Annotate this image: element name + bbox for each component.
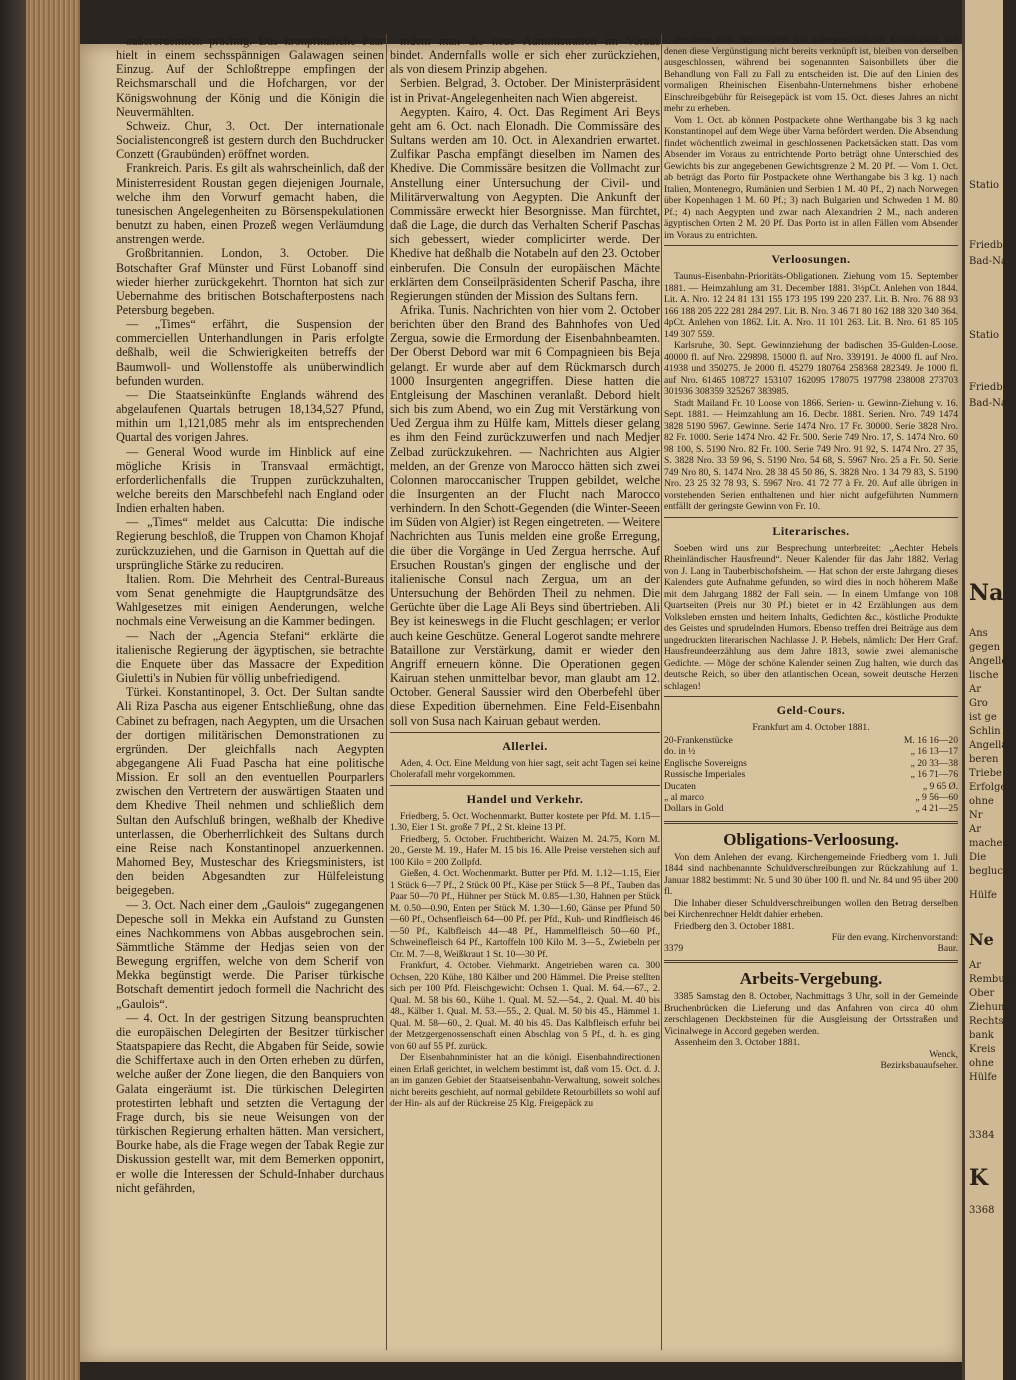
adjacent-page-fragment: Rechts: [969, 1016, 1004, 1027]
market-report: Frankfurt, 4. October. Viehmarkt. Angetrieben waren ca. 300 Ochsen, 220 Kühe, 180 Kälber und 200 Hämmel. Die Preise stellten sich per 100 Pfd. Fleischgewicht: Ochsen 1. Qual. M. 64.—67., 2. Qual. M. 58 bis 60., Kühe 1. Qual. M. 52.—54., 2. Qual. M. 40 bis 48., Kälber 1. Qual. M. 53.—55., 2. Qual. M. 50 bis 45., Hämmel 1. Qual. M. 58—60., 2. Qual. M. 40 bis 45. Das Kalbfleisch erfuhr bei der Metzgergenossenschaft einen Abschlag von 5 Pf., d. h. es ging von 60 auf 55 Pf. zurück.: [390, 960, 660, 1052]
lottery-notice: Stadt Mailand Fr. 10 Loose von 1866. Serien- u. Gewinn-Ziehung v. 16. Sept. 1881. — Heimzahlung am 16. Decbr. 1881. Serien. Nro. 749 1474 3828 5190 5967. Gewinne. Serie 1474 Nro. 17 Fr. 30000. Serie 3828 Nro. 82 Fr. 1000. Serie 1474 Nro. 42 Fr. 500. Serie 749 Nro. 17, S. 1474 Nro. 60 98 100, S. 5190 Nro. 82 Fr. 100. Serie 749 Nro. 91 92, S. 1474 Nro. 27 35, S. 3828 Nro. 33 59 96, S. 5190 Nro. 54 68, S. 5967 Nro. 25 a Fr. 50. Serie 749 Nro 80, S. 1474 Nro. 28 38 45 50 86, S. 3828 Nro. 1 34 79 83, S. 5190 Nro. 23 25 32 78 93, S. 5967 Nro. 41 72 77 à Fr. 20. Auf alle übrigen in vorstehenden Serien enthaltenen und hier nicht aufgeführten Nummern entfällt der geringste Gewinn von Fr. 10.: [664, 397, 958, 512]
section-heading-verloosungen: Verloosungen.: [771, 252, 851, 266]
section-heading-literarisches: Literarisches.: [772, 523, 850, 538]
article-paragraph: — „Times“ meldet aus Calcutta: Die indische Regierung beschloß, die Truppen von Chamon Khojaf zurückzuziehen, und die Garnison in Quettah auf die ursprüngliche Stärke zu reduciren.: [116, 515, 384, 572]
article-paragraph: — 3. Oct. Nach einer dem „Gaulois“ zugegangenen Depesche soll in Mekka ein Aufstand zu Gunsten eines Nachkommens von Abbas ausgebrochen sein. Sämmtliche Stämme der Hedjas seien von der Bewegung ergriffen, welche von dem Scherif von Mekka begünstigt werde. Die Pariser türkische Botschaft dementirt jedoch formell die Nachricht des „Gaulois“.: [116, 897, 384, 1011]
article-paragraph: Türkei. Konstantinopel, 3. Oct. Der Sultan sandte Ali Riza Pascha aus eigener Entschließung, ohne das Cabinet zu befragen, nach Aegypten, um die Ursachen der dortigen militärischen Demonstrationen zu ergründen. Der gleichfalls nach Aegypten abgegangene Ali Fuad Pascha hat eine politische Mission. Er soll an den eventuellen Pourparlers zwischen den Vertretern der auswärtigen Staaten und dem Khedive Theil nehmen und schließlich dem Sultan den Aufschluß bringen, weßhalb der Khedive unterlassen, die Oberherrlichkeit des Sultans durch eine Reise nach Konstantinopel anzuerkennen. Mahomed Bey, Musteschar des Kriegsministers, ist den beiden Abgesandten zur Hülfeleistung beigegeben.: [116, 685, 384, 898]
adjacent-page-fragment: Erfolge: [969, 782, 1007, 793]
market-report: Der Eisenbahnminister hat an die königl. Eisenbahndirectionen einen Erlaß gerichtet, in welchem bestimmt ist, daß vom 15. Oct. d. J. an im ganzen Gebiet der Staatseisenbahn-Verwaltung, soweit solches nicht bereits geschieht, auf normal gebildete Retourbillets so wohl auf der Hin- als auf der Rückreise 25 Klg. Freigepäck zu: [390, 1052, 660, 1110]
section-heading-geld-cours: Geld-Cours.: [776, 703, 846, 717]
adjacent-page-fragment: Angelle: [969, 656, 1008, 667]
article-paragraph: — Die Staatseinkünfte Englands während des abgelaufenen Quartals betrugen 18,134,527 Pfund, mithin um 1,121,085 mehr als im entsprechenden Quartal des vorigen Jahres.: [116, 387, 384, 445]
adjacent-page-fragment: 3384: [969, 1130, 995, 1141]
column-3: [664, 34, 958, 1071]
currency-name: Englische Sovereigns: [664, 757, 747, 769]
lottery-notice: Karlsruhe, 30. Sept. Gewinnziehung der badischen 35-Gulden-Loose. 40000 fl. auf Nro. 229898. 15000 fl. auf Nro. 339191. Je 4000 fl. auf Nro. 41938 und 350275. Je 2000 fl. 45279 180764 258368 282349. Je 1000 fl. auf Nro. 61465 108727 153107 162095 178075 197798 238008 273703 301936 308359 325267 383985.: [664, 340, 958, 397]
exchange-date: Frankfurt am 4. October 1881.: [752, 722, 870, 733]
adjacent-page-fragment: Bad-Na: [969, 398, 1007, 409]
article-paragraph: Serbien. Belgrad, 3. October. Der Ministerpräsident ist in Privat-Angelegenheiten nach Wien abgereist.: [390, 76, 660, 105]
adjacent-page-fragment: machen: [969, 838, 1009, 849]
adjacent-page-fragment: Die: [969, 852, 987, 863]
adjacent-page-fragment: Nr: [969, 810, 983, 821]
adjacent-page-fragment: Friedber: [969, 240, 1014, 251]
table-row: [664, 803, 958, 814]
article-paragraph: Großbritannien. London, 3. October. Die Botschafter Graf Münster und Fürst Lobanoff sind wieder hierher zurückgekehrt. Thornton hat sich zur Uebernahme des britischen Botschafterpostens nach Petersburg begeben.: [116, 246, 384, 317]
currency-name: do. in ½: [664, 746, 696, 758]
adjacent-page-fragment: K: [969, 1165, 989, 1191]
book-binding: [0, 0, 26, 1380]
ad-divider: [664, 960, 958, 963]
section-heading-handel: Handel und Verkehr.: [466, 791, 584, 806]
adjacent-page-fragment: Statio: [969, 330, 1000, 341]
adjacent-page-fragment: Ziehung: [969, 1002, 1011, 1013]
article-paragraph: gewähren sind. Retourbillets mit außergewöhnlicher Ermäßigung, mit denen diese Vergünstigung nicht bereits verknüpft ist, bleiben von derselben ausgeschlossen, während bei sogenannten Saisonbillets über die Behandlung von Fall zu Fall zu entscheiden ist. Die auf den Linien des vormaligen Rheinischen Eisenbahn-Unternehmens bisher erhobene Einschreibgebühr für Reisegepäck ist vom 15. Oct. dieses Jahres an nicht mehr zu erheben.: [664, 34, 958, 114]
adjacent-page-fragment: ohne: [969, 796, 994, 807]
currency-value: M. 16 16—20: [903, 735, 958, 746]
column-1: [116, 34, 384, 1195]
exchange-rate-table: [664, 735, 958, 815]
adjacent-page-fragment: bank: [969, 1030, 994, 1041]
article-paragraph: Frankreich. Paris. Es gilt als wahrscheinlich, daß der Ministerresident Roustan gegen diejenigen Journale, welche ihm den Vorwurf gemacht haben, die tunesischen Angelegenheiten zu Börsenspekulationen benutzt zu haben, einen Prozeß wegen Verläumdung anstrengen werde.: [116, 161, 384, 247]
currency-name: Ducaten: [664, 780, 696, 792]
adjacent-page-fragment: 3368: [969, 1205, 995, 1216]
article-paragraph: außerordentlich prächtig. Das kronprinzliche Paar hielt in einem sechsspännigen Galawagen seinen Einzug. Auf der Schloßtreppe empfingen der Reichsmarschall und die Hofchargen, vor der Königswohnung der König und die Königin die Neuvermählten.: [116, 34, 384, 119]
adjacent-page-fragment: Gro: [969, 698, 988, 709]
article-paragraph: — „Times“ erfährt, die Suspension der commerciellen Unterhandlungen in Paris erfolgte deßhalb, weil die Schwierigkeiten betreffs der Baumwoll- und Wollenstoffe als unüberwindlich befunden wurden.: [116, 317, 384, 388]
adjacent-page-strip: [962, 0, 1016, 1380]
ad-divider: [664, 821, 958, 824]
table-row: [664, 781, 958, 792]
adjacent-page-fragment: Hülfe: [969, 1072, 997, 1083]
column-2: [390, 34, 660, 1110]
section-divider: [664, 696, 958, 697]
adjacent-page-fragment: Ar: [969, 960, 982, 971]
article-paragraph: — General Wood wurde im Hinblick auf eine mögliche Krisis in Transvaal ermächtigt, erforderlichenfalls die Truppen zurückzuhalten, welche bereits den Marschbefehl nach England oder Indien erhalten haben.: [116, 444, 384, 516]
column-rule: [386, 34, 387, 1350]
currency-value: „ 9 56—60: [915, 792, 958, 804]
adjacent-page-fragment: Ar: [969, 824, 982, 835]
article-paragraph: Italien. Rom. Die Mehrheit des Central-Bureaus vom Senat genehmigte die Hauptgrundsätze des Wahlgesetzes mit einigen Aenderungen, welche nochmals eine Verweisung an die Kammer bedingen.: [116, 571, 384, 629]
table-row: [664, 792, 958, 803]
column-rule: [661, 34, 662, 1350]
ad-signature: Bezirksbauaufseher.: [880, 1059, 958, 1071]
adjacent-page-fragment: Angella: [969, 740, 1008, 751]
ad-heading-arbeits-vergebung: Arbeits-Vergebung.: [739, 969, 883, 989]
adjacent-page-fragment: Triebe: [969, 768, 1002, 779]
section-divider: [664, 245, 958, 246]
ad-date: Assenheim den 3. October 1881.: [674, 1037, 800, 1049]
section-divider: [664, 517, 958, 518]
table-row: [664, 735, 958, 746]
adjacent-page-fragment: lische: [969, 670, 999, 681]
section-divider: [390, 785, 660, 786]
adjacent-page-fragment: Ar: [969, 684, 982, 695]
adjacent-page-fragment: begluck: [969, 866, 1010, 877]
ad-number: 3379: [664, 943, 684, 955]
section-heading-allerlei: Allerlei.: [502, 738, 548, 753]
article-paragraph: Aegypten. Kairo, 4. Oct. Das Regiment Ari Beys geht am 6. Oct. nach Elonadh. Die Commissäre des Sultans werden am 10. Oct. in Alexandrien erwartet. Zulfikar Pascha empfängt dieselben im Namen des Khedive. Die Commissäre besitzen die Vollmacht zur Anstellung einer Untersuchung der Civil- und Militärverwaltung von Aegypten. Die Ankunft der Commissäre erweckt hier Besorgnisse. Man fürchtet, daß die Lage, die durch das Verhalten Scherif Paschas sich gebessert, wieder complicirter werde. Der Khedive hat deßhalb die Notabeln auf den 23. October einberufen. Die Consuln der europäischen Mächte erklärten dem Conseilpräsidenten Scherif Pascha, ihre Regierungen stünden der Mission des Sultans fern.: [390, 104, 660, 303]
ad-signature: Wenck,: [929, 1048, 958, 1060]
ad-heading-obligations: Obligations-Verloosung.: [723, 829, 899, 849]
adjacent-page-fragment: Statio: [969, 180, 1000, 191]
table-row: [664, 758, 958, 769]
adjacent-page-fragment: Hülfe: [969, 890, 997, 901]
article-paragraph: indem man die neue Administration im Voraus bindet. Andernfalls wolle er sich eher zurückziehen, als von diesem Prinzip abgehen.: [390, 34, 660, 77]
adjacent-page-fragment: Ober: [969, 988, 995, 999]
currency-name: Dollars in Gold: [664, 803, 724, 815]
ad-body: Von dem Anlehen der evang. Kirchengemeinde Friedberg vom 1. Juli 1844 sind nachbenannte Schuldverschreibungen zur Rückzahlung auf 1. Januar 1882 bestimmt: Nr. 5 und 30 über 100 fl. und Nr. 84 und 95 über 200 fl.: [664, 851, 958, 898]
article-paragraph: Schweiz. Chur, 3. Oct. Der internationale Socialistencongreß ist gestern durch den Buchdrucker Conzett (Graubünden) eröffnet worden.: [116, 118, 384, 162]
currency-name: „ al marco: [664, 792, 704, 804]
adjacent-page-fragment: Remburg: [969, 974, 1016, 985]
market-report: Gießen, 4. Oct. Wochenmarkt. Butter per Pfd. M. 1.12—1.15, Eier 1 Stück 6—7 Pf., 2 Stück 00 Pf., Käse per Stück 5—8 Pf., Tauben das Paar 50—70 Pf., Hühner per Stück M. 0.85—1.30, Hahnen per Stück M. 0.50—0.90, Enten per Stück M. 1.30—1.60, Gänse per Pfund 50—60 Pf., Ochsenfleisch 64—00 Pf. per Pfd., Kuh- und Rindfleisch 46—50 Pf., Kalbfleisch 44—48 Pf., Hammelfleisch 50—60 Pf., Schweinefleisch 64 Pf., Kartoffeln 100 Kilo M. 3—5., Zwiebeln per Ctr. M. 7—8, Weißkraut 1 St. 10—30 Pf.: [390, 868, 660, 960]
lottery-notice: Taunus-Eisenbahn-Prioritäts-Obligationen. Ziehung vom 15. September 1881. — Heimzahlung am 31. December 1881. 3½pCt. Anlehen von 1844. Lit. A. Nro. 12 24 81 131 155 173 195 199 220 237. Lit. B. Nro. 76 88 93 166 188 205 222 281 284 297. Lit. B. Nro. 3 46 71 80 162 188 320 340 364. 4pCt. Anlehen von 1862. Lit. A. Nro. 11 101 263. Lit. B. Nro. 61 85 105 149 307 559.: [664, 271, 958, 340]
adjacent-page-fragment: gegen: [969, 642, 1001, 653]
article-paragraph: — 4. Oct. In der gestrigen Sitzung beanspruchten die europäischen Delegirten der Besitzer türkischer Staatspapiere das Recht, die Abgaben für Seide, sowie die Schiffertaxe auch in den Orten erheben zu dürfen, welche außer der Zone liegen, die den Banquiers von Galata eingeräumt ist. Die türkischen Delegirten protestirten lebhaft und setzten die Vertagung der Frage durch, bis sie neue Weisungen von der türkischen Regierung erhalten hätten. Man versichert, Bourke habe, als die Frage wegen der Tabak Regie zur Diskussion gestellt war, mit dem Bemerken opponirt, er wolle die Interessen der Schuld-Inhaber durchaus nicht gefährden,: [116, 1010, 384, 1195]
table-row: [664, 746, 958, 757]
article-paragraph: Vom 1. Oct. ab können Postpackete ohne Werthangabe bis 3 kg nach Konstantinopel auf dem Wege über Varna befördert werden. Die Absendung findet wöchentlich zweimal in geschlossenen Packetsäcken statt. Das vom Absender im Voraus zu entrichtende Porto beträgt ohne Unterschied des Gewichts bis zur angegebenen Gewichtsgrenze 2 M. 20 Pf. — Vom 1. Oct. ab beträgt das Porto für Postpackete ohne Werthangabe bis 3 kg. 1) nach Italien, Montenegro, Rumänien und Serbien 1 M. 40 Pf., 2) nach Norwegen über Kopenhagen 1 M. 60 Pf.; 3) nach Bulgarien und Schweden 1 M. 80 Pf.; 4) nach Aegypten und zwar nach Alexandrien 2 M., nach anderen ägyptischen Orten 2 M. 20 Pf. Das Porto ist in allen Fällen vom Absender im Voraus zu entrichten.: [664, 114, 958, 241]
ad-signature: Für den evang. Kirchenvorstand:: [831, 932, 958, 944]
article-paragraph: Afrika. Tunis. Nachrichten von hier vom 2. October berichten über den Brand des Bahnhofes von Ued Zergua, sowie die Ermordung der Eisenbahnbeamten. Der Oberst Debord war mit 6 Compagnieen bis Beja gelangt. Er wurde aber auf dem Rückmarsch durch 1000 Insurgenten angegriffen. Diese hatten die Entgleisung der Maschinen veranlaßt. Debord hielt sich bis zum Abend, wo ein Zug mit Verstärkung von Ued Zergua ihm zu Hülfe kam, Mittels dieser gelang es ihm den Feind zurückzuwerfen und nach Medjer Zelbad zurückzukehren. — Nachrichten aus Algier melden, an der Grenze von Marocco hätten sich zwei Colonnen maroccanischer Truppen gebildet, welche die Insurgenten an der Flucht nach Marocco verhindern. In den Schott-Gegenden (die Winter-Seeen im Süden von Algier) ist Regen eingetreten. — Weitere Nachrichten aus Tunis melden eine große Erregung, die über die Vorgänge in Ued Zergua herrsche. Auf Ersuchen Roustan's gingen der englische und der italienische Consul nach Zergua, um an der Untersuchung der Behörden Theil zu nehmen. Die Gerüchte über die Lage Ali Beys sind übertrieben. Ali Bey ist keineswegs in die Flucht geschlagen; er verlor auch keine Geschütze. General Logerot sandte mehrere Bataillone zur Verstärkung, damit er wieder den Angriff erneuern könne. Die Operationen gegen Kairuan stehen unmittelbar bevor, man glaubt am 12. October. General Saussier wird den Oberbefehl über diese Expedition übernehmen. Eine Feld-Eisenbahn soll von Susa nach Kairuan gebaut werden.: [390, 302, 660, 728]
ad-body: 3385 Samstag den 8. October, Nachmittags 3 Uhr, soll in der Gemeinde Bruchenbrücken die Lieferung und das Anfahren von circa 40 ohm zerschlagenen Deckbsteinen für die Ausgleisung der Ortsstraßen und Vicinalwege in Accord gegeben werden.: [664, 991, 958, 1037]
adjacent-page-fragment: Schlin: [969, 726, 1001, 737]
section-divider: [390, 732, 660, 733]
adjacent-page-fragment: Ans: [969, 628, 988, 639]
ad-signature: Baur.: [937, 943, 958, 955]
currency-value: „ 16 13—17: [910, 746, 958, 758]
market-report: Friedberg, 5. Oct. Wochenmarkt. Butter kostete per Pfd. M. 1.15—1.30, Eier 1 St. große 7 Pf., 2 St. kleine 13 Pf.: [390, 810, 660, 834]
currency-value: „ 4 21—25: [915, 803, 958, 815]
ad-body: Die Inhaber dieser Schuldverschreibungen wollen den Betrag derselben bei Kirchenrechner Heldt dahier erheben.: [664, 897, 958, 921]
page-stack-edge: [26, 0, 80, 1380]
adjacent-page-fragment: ist ge: [969, 712, 997, 723]
currency-value: „ 16 71—76: [910, 769, 958, 781]
adjacent-page-fragment: Friedbe: [969, 382, 1009, 393]
currency-name: Russische Imperiales: [664, 769, 746, 781]
currency-value: „ 20 33—38: [910, 757, 958, 769]
currency-name: 20-Frankenstücke: [664, 735, 733, 746]
table-row: [664, 769, 958, 780]
article-paragraph: — Nach der „Agencia Stefani“ erklärte die italienische Regierung der ägyptischen, sie betrachte die Enquete über das Massacre der Expedition Giuletti's in Nubien für völlig unbefriedigend.: [116, 628, 384, 686]
currency-value: „ 9 65 Ø.: [922, 780, 958, 792]
ad-date: Friedberg den 3. October 1881.: [674, 920, 795, 932]
market-report: Friedberg, 5. October. Fruchtbericht. Waizen M. 24.75, Korn M. 20., Gerste M. 19., Hafer M. 15 bis 16. Alle Preise verstehen sich auf 100 Kilo = 200 Zollpfd.: [390, 833, 660, 868]
adjacent-page-fragment: Bad-Na: [969, 256, 1007, 267]
adjacent-page-fragment: beren: [969, 754, 999, 765]
adjacent-page-fragment: Ne: [969, 930, 994, 949]
adjacent-page-fragment: ohne: [969, 1058, 994, 1069]
article-paragraph: Aden, 4. Oct. Eine Meldung von hier sagt, seit acht Tagen sei keine Cholerafall mehr vorgekommen.: [390, 757, 660, 781]
adjacent-page-fragment: Kreis: [969, 1044, 996, 1055]
adjacent-page-fragment: Na: [969, 580, 1004, 606]
literary-notice: Soeben wird uns zur Besprechung unterbreitet: „Aechter Hebels Rheinländischer Hausfreund“. Neuer Kalender für das Jahr 1882. Verlag von J. Lang in Tauberbischofsheim. — Hat schon der erste Jahrgang dieses Kalenders gute Aufnahme gefunden, so wird dies in noch höherem Maße mit dem Jahrgang 1882 der Fall sein. — In einem Umfange von 108 Quartseiten (Preis nur 30 Pf.) bietet er in 42 Erzählungen aus dem Volksleben ernsten und heitern Inhalts, Gedichten &c., köstliche Produkte des Geistes und sprudelnden Humors. Ebenso treffen drei Beiträge aus dem ungedruckten literarischen Nachlasse J. P. Hebels, nämlich: Der Herr Graf. Hausfreundeerzählung aus dem Jahre 1813, sowie zwei alemanische Gedichte. — Möge der schöne Kalender seinen Zug halten, wie durch das deutsche Reich, so über den atlantischen Ocean, soweit deutsche Herzen schlagen!: [664, 542, 958, 692]
